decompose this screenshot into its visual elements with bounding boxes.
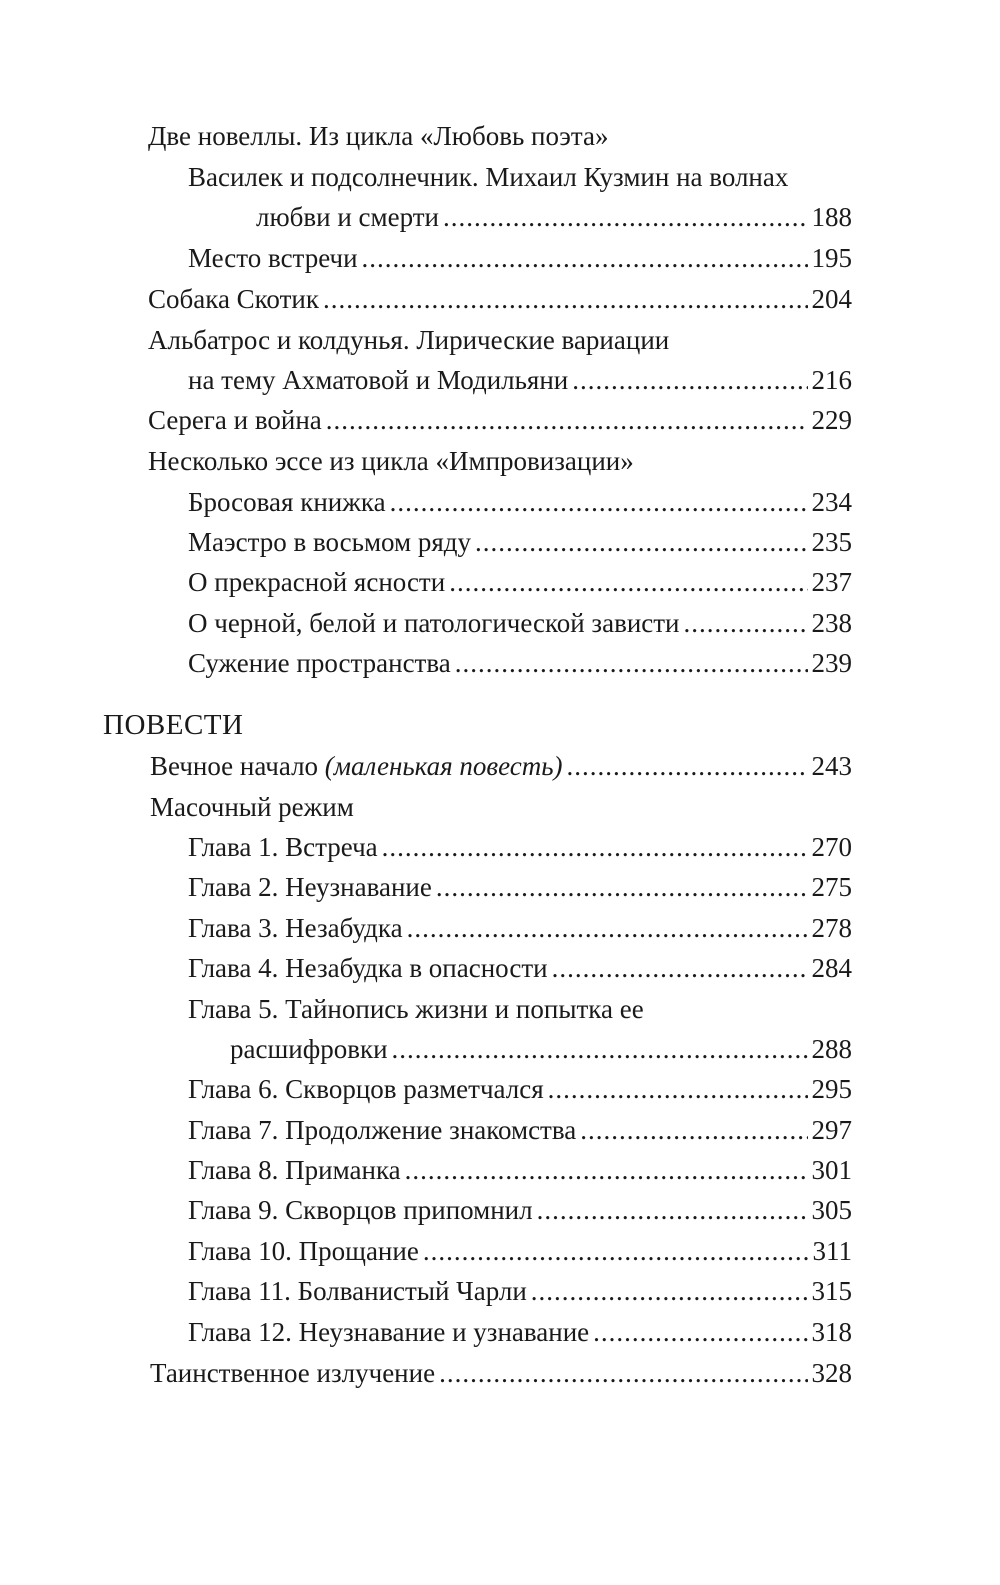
toc-entry-title: Глава 7. Продолжение знакомства xyxy=(188,1115,577,1145)
toc-entry-albatross-line1 xyxy=(148,320,669,360)
page-number: 305 xyxy=(811,1195,852,1225)
page-number: 315 xyxy=(811,1276,852,1306)
page-number: 278 xyxy=(811,913,852,943)
dot-leader xyxy=(439,1353,807,1393)
dot-leader xyxy=(392,1029,808,1069)
toc-entry-title: Глава 1. Встреча xyxy=(188,832,378,862)
toc-entry-title: Две новеллы. Из цикла «Любовь поэта» xyxy=(148,121,609,151)
dot-leader xyxy=(684,603,808,643)
page-number: 284 xyxy=(811,953,852,983)
page-number: 229 xyxy=(811,405,852,435)
toc-entry-title: Глава 9. Скворцов припомнил xyxy=(188,1195,533,1225)
page-number: 188 xyxy=(811,202,852,232)
dot-leader xyxy=(552,948,808,988)
toc-entry-title: на тему Ахматовой и Модильяни xyxy=(188,365,569,395)
toc-entry-title: Глава 5. Тайнопись жизни и попытка ее xyxy=(188,994,644,1024)
toc-entry-title: Глава 10. Прощание xyxy=(188,1236,419,1266)
toc-entry-title: Серега и война xyxy=(148,405,322,435)
toc-entry-chapter-10 xyxy=(188,1231,852,1271)
dot-leader xyxy=(593,1312,807,1352)
dot-leader xyxy=(405,1150,808,1190)
toc-entry-title: Глава 6. Скворцов разметчался xyxy=(188,1074,544,1104)
toc-entry-serega xyxy=(148,400,852,440)
toc-entry-title: Собака Скотик xyxy=(148,284,319,314)
toc-entry-essay-2 xyxy=(188,522,852,562)
page-number: 297 xyxy=(811,1115,852,1145)
toc-entry-title-main: Вечное начало xyxy=(150,751,325,781)
toc-entry-chapter-3 xyxy=(188,908,852,948)
page-number: 301 xyxy=(811,1155,852,1185)
toc-entry-chapter-5 xyxy=(230,1029,852,1069)
page-number: 238 xyxy=(811,608,852,638)
toc-entry-mysterious xyxy=(150,1353,852,1393)
toc-entry-albatross xyxy=(188,360,852,400)
toc-entry-title: Глава 11. Болванистый Чарли xyxy=(188,1276,527,1306)
toc-entry-title: Глава 4. Незабудка в опасности xyxy=(188,953,548,983)
toc-entry-vasilek-line1 xyxy=(188,157,788,197)
page-number: 270 xyxy=(811,832,852,862)
page-number: 318 xyxy=(811,1317,852,1347)
toc-entry-chapter-4 xyxy=(188,948,852,988)
page-number: 237 xyxy=(811,567,852,597)
dot-leader xyxy=(390,482,808,522)
toc-entry-title: Маэстро в восьмом ряду xyxy=(188,527,472,557)
dot-leader xyxy=(326,400,808,440)
toc-entry-essay-5 xyxy=(188,643,852,683)
toc-entry-title: Глава 12. Неузнавание и узнавание xyxy=(188,1317,590,1347)
dot-leader xyxy=(580,1110,807,1150)
dot-leader xyxy=(443,197,808,237)
dot-leader xyxy=(548,1069,808,1109)
dot-leader xyxy=(455,643,808,683)
toc-entry-chapter-7 xyxy=(188,1110,852,1150)
page-number: 275 xyxy=(811,872,852,902)
toc-entry-title: Место встречи xyxy=(188,243,358,273)
toc-entry-title xyxy=(150,746,563,786)
toc-entry-chapter-5-line1 xyxy=(188,989,644,1029)
page-number: 328 xyxy=(811,1358,852,1388)
dot-leader xyxy=(423,1231,809,1271)
page-number: 243 xyxy=(811,751,852,781)
toc-entry-title: любви и смерти xyxy=(256,202,439,232)
toc-entry-title: Таинственное излучение xyxy=(150,1358,436,1388)
toc-entry-chapter-8 xyxy=(188,1150,852,1190)
toc-entry-chapter-9 xyxy=(188,1190,852,1230)
toc-entry-eternal xyxy=(150,746,852,786)
toc-entry-title: Несколько эссе из цикла «Импровизации» xyxy=(148,446,634,476)
toc-entry-essays xyxy=(148,441,634,481)
dot-leader xyxy=(382,827,808,867)
dot-leader xyxy=(572,360,807,400)
page-number: 195 xyxy=(811,243,852,273)
toc-entry-essay-4 xyxy=(188,603,852,643)
dot-leader xyxy=(323,279,808,319)
page-number: 295 xyxy=(811,1074,852,1104)
dot-leader xyxy=(436,867,808,907)
toc-entry-mask xyxy=(150,787,354,827)
toc-entry-title: Альбатрос и колдунья. Лирические вариации xyxy=(148,325,670,355)
toc-entry-dog xyxy=(148,279,852,319)
dot-leader xyxy=(362,238,808,278)
toc-entry-title: Глава 3. Незабудка xyxy=(188,913,403,943)
dot-leader xyxy=(407,908,808,948)
toc-entry-title: Бросовая книжка xyxy=(188,487,386,517)
toc-entry-chapter-6 xyxy=(188,1069,852,1109)
dot-leader xyxy=(567,746,808,786)
toc-entry-chapter-11 xyxy=(188,1271,852,1311)
page-number: 204 xyxy=(811,284,852,314)
section-heading-povesti: ПОВЕСТИ xyxy=(103,709,244,741)
page-number: 311 xyxy=(812,1236,852,1266)
dot-leader xyxy=(537,1190,808,1230)
toc-entry-chapter-1 xyxy=(188,827,852,867)
page-number: 235 xyxy=(811,527,852,557)
page-number: 288 xyxy=(811,1034,852,1064)
toc-entry-title: Василек и подсолнечник. Михаил Кузмин на волнах xyxy=(188,162,789,192)
toc-entry-title: О прекрасной ясности xyxy=(188,567,446,597)
page-number: 234 xyxy=(811,487,852,517)
toc-entry-subtitle: (маленькая повесть) xyxy=(324,751,563,781)
toc-entry-essay-3 xyxy=(188,562,852,602)
dot-leader xyxy=(531,1271,808,1311)
dot-leader xyxy=(449,562,807,602)
toc-entry-chapter-12 xyxy=(188,1312,852,1352)
toc-entry-novellas xyxy=(148,116,609,156)
page-number: 239 xyxy=(811,648,852,678)
page-number: 216 xyxy=(811,365,852,395)
toc-entry-title: Сужение пространства xyxy=(188,648,451,678)
toc-entry-title: Глава 8. Приманка xyxy=(188,1155,401,1185)
toc-entry-title: Глава 2. Неузнавание xyxy=(188,872,432,902)
dot-leader xyxy=(475,522,807,562)
toc-entry-mesto xyxy=(188,238,852,278)
toc-entry-title: О черной, белой и патологической зависти xyxy=(188,608,680,638)
toc-entry-title: Масочный режим xyxy=(150,792,354,822)
toc-entry-title: расшифровки xyxy=(230,1034,388,1064)
toc-entry-chapter-2 xyxy=(188,867,852,907)
toc-entry-vasilek xyxy=(256,197,852,237)
toc-entry-essay-1 xyxy=(188,482,852,522)
